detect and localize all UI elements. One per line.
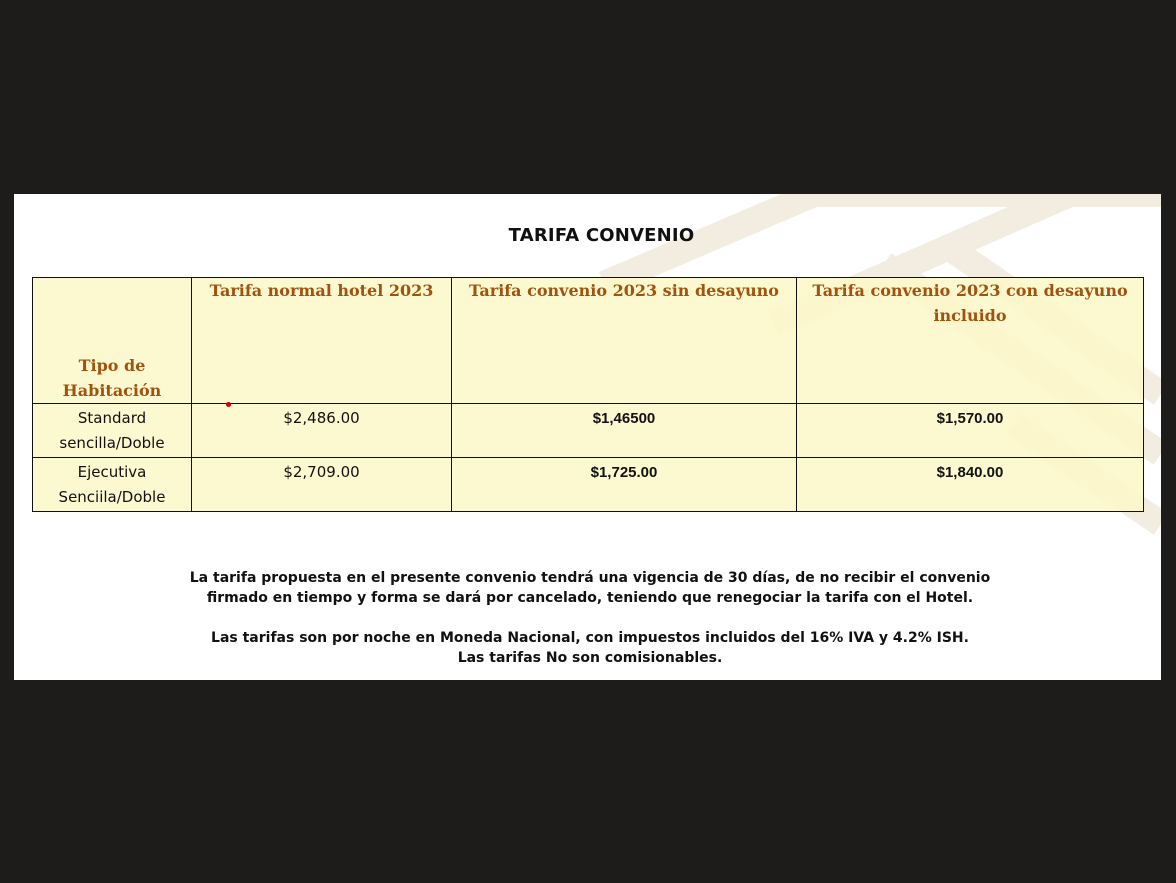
- header-rate-without-breakfast: [452, 278, 797, 404]
- normal-rate-cell: $2,709.00: [192, 458, 452, 512]
- header-normal-rate: [192, 278, 452, 404]
- header-rate-with-breakfast: [797, 278, 1144, 404]
- rate-with-breakfast-cell: $1,570.00: [797, 404, 1144, 458]
- normal-rate-cell: $2,486.00: [192, 404, 452, 458]
- validity-note-line2: firmado en tiempo y forma se dará por cancelado, teniendo que renegociar la tarifa con el Hotel.: [206, 590, 974, 606]
- table-row: [33, 458, 1144, 512]
- notes-spacer: [14, 608, 1161, 628]
- rates-table: [32, 277, 1144, 512]
- table-header-row: [33, 278, 1144, 404]
- commission-note: Las tarifas No son comisionables.: [457, 650, 723, 666]
- red-marker-dot: [226, 402, 231, 407]
- room-type-line1: Standard: [77, 409, 147, 427]
- header-room-type-label: Tipo de Habitación: [62, 356, 162, 400]
- room-type-cell: [33, 458, 192, 512]
- document-page: [14, 194, 1161, 680]
- validity-note-line1: La tarifa propuesta en el presente convenio tendrá una vigencia de 30 días, de no recibir el convenio: [189, 570, 991, 586]
- header-rate-without-breakfast-label: Tarifa convenio 2023 sin desayuno: [469, 281, 779, 300]
- header-normal-rate-label: Tarifa normal hotel 2023: [209, 281, 434, 300]
- room-type-line2: Senciila/Doble: [58, 488, 166, 506]
- rate-without-breakfast-cell: $1,725.00: [452, 458, 797, 512]
- header-room-type: [33, 278, 192, 404]
- room-type-line2: sencilla/Doble: [59, 434, 165, 452]
- rate-without-breakfast-cell: $1,46500: [452, 404, 797, 458]
- rate-with-breakfast-cell: $1,840.00: [797, 458, 1144, 512]
- terms-notes: [14, 568, 1161, 668]
- taxes-note: Las tarifas son por noche en Moneda Nacional, con impuestos incluidos del 16% IVA y 4.2% ISH.: [211, 630, 969, 646]
- room-type-line1: Ejecutiva: [77, 463, 147, 481]
- document-title: TARIFA CONVENIO: [508, 225, 695, 246]
- table-row: [33, 404, 1144, 458]
- header-rate-with-breakfast-label: Tarifa convenio 2023 con desayuno incluido: [812, 281, 1128, 325]
- room-type-cell: [33, 404, 192, 458]
